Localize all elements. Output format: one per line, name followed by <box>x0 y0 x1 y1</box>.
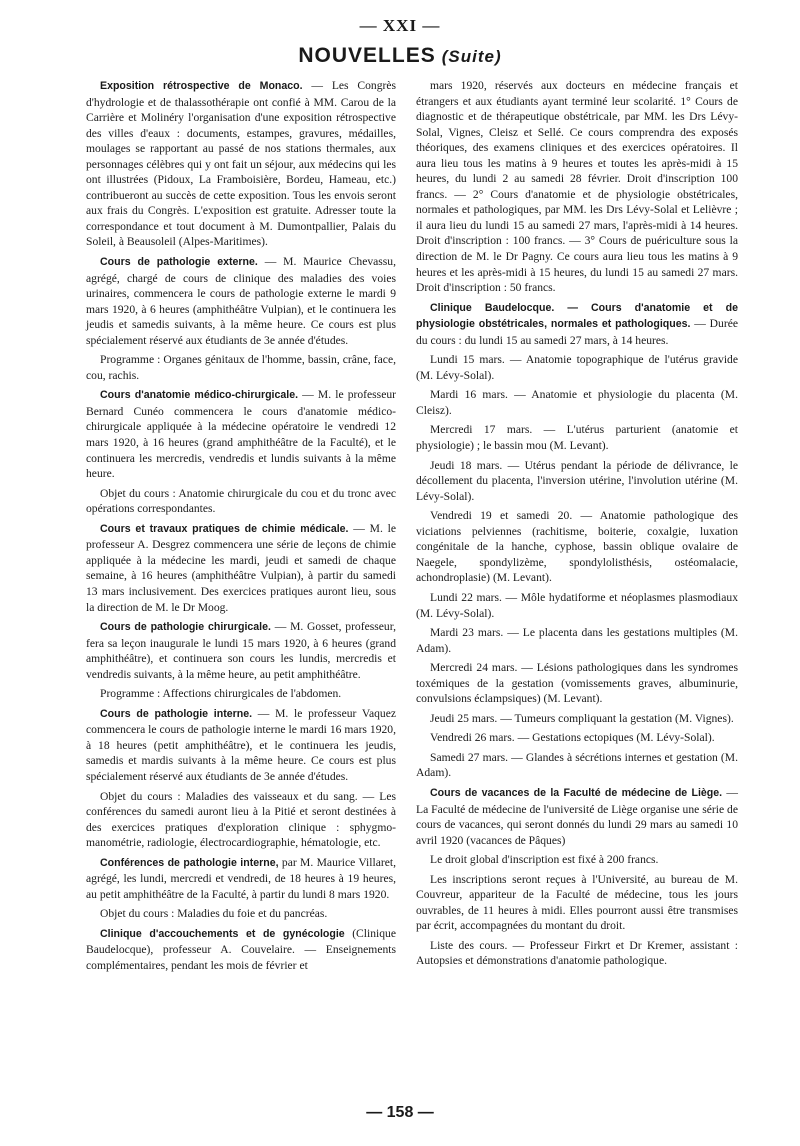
paragraph <box>416 711 738 727</box>
paragraph <box>86 387 396 481</box>
paragraph-heading: Clinique Baudelocque. — Cours d'anatomie et de physiologie obstétricales, normales et pathologiques. <box>416 301 738 331</box>
paragraph <box>416 872 738 934</box>
paragraph-text: Vendredi 19 et samedi 20. — Anatomie pathologique des viciations pelviennes (rachitisme, boiterie, coxalgie, luxation congénitale de la hanche, cyphose, bassin oblique ovalaire de Naegele, spondylizème, spondylolisthésis, ostéomalacie, achondroplasie) (M. Levant). <box>416 509 738 585</box>
paragraph-text: — M. le professeur Bernard Cunéo commencera le cours d'anatomie médico-chirurgicale appliquée à la médecine opératoire le vendredi 12 mars 1920, à 16 heures (grand amphithéâtre de la Faculté), et le continuera les mercredis, vendredis et lundis suivants à la même heure. <box>86 388 396 481</box>
paragraph <box>416 730 738 746</box>
left-column <box>86 78 396 978</box>
paragraph <box>86 521 396 615</box>
paragraph <box>86 619 396 682</box>
paragraph-heading: Clinique d'accouchements et de gynécologie <box>100 927 345 940</box>
paragraph-text: Vendredi 26 mars. — Gestations ectopiques (M. Lévy-Solal). <box>430 731 715 745</box>
paragraph <box>416 422 738 453</box>
paragraph <box>86 686 396 702</box>
paragraph-text: Lundi 22 mars. — Môle hydatiforme et néoplasmes plasmodiaux (M. Lévy-Solal). <box>416 590 738 620</box>
paragraph-text: Lundi 15 mars. — Anatomie topographique de l'utérus gravide (M. Lévy-Solal). <box>416 353 738 382</box>
paragraph <box>416 785 738 848</box>
paragraph-text: — Les Congrès d'hydrologie et de thalassothérapie ont confié à MM. Carou de la Carrière et Molinéry l'organisation d'une exposition rétrospective des villes d'eaux : documents, estampes, gravures, médailles, moulages se rapportant au passé de nos stations thermales, aux personnages célèbres qui y ont fait un séjour, aux médecins qui les ont illustrées (Pidoux, La Framboisière, Bordeu, Hameau, etc.) contribueront au succès de cette exposition. Tous les envois seront aux frais du Congrès. L'exposition est gratuite. Adresser toute la correspondance et tout document à M. Dumontpallier, Palais du Soleil, à Beausoleil (Alpes-Maritimes). <box>86 79 397 249</box>
paragraph-text: (Clinique Baudelocque), professeur A. Couvelaire. — Enseignements complémentaires, pendant les mois de février et <box>86 926 396 972</box>
paragraph-text: Objet du cours : Maladies des vaisseaux et du sang. — Les conférences du samedi auront lieu à la Pitié et seront destinées à des exercices pratiques d'exploration clinique : sphygmo-manométrie, radiologie, électrocardiographie, hématologie, etc. <box>86 789 396 850</box>
paragraph <box>416 852 738 868</box>
paragraph-text: — M. le professeur A. Desgrez commencera une série de leçons de chimie appliquée à la médecine les mardi, jeudi et samedi de chaque semaine, à 16 heures (amphithéâtre Vulpian), à partir du samedi 13 mars inclusivement. Des exercices pratiques auront lieu, sous la direction de M. le Dr Moog. <box>86 521 396 614</box>
roman-folio: — XXI — <box>359 16 441 35</box>
paragraph-text: Le droit global d'inscription est fixé à 200 francs. <box>430 853 659 867</box>
paragraph <box>416 78 738 296</box>
paragraph-heading: Cours de vacances de la Faculté de médecine de Liège. <box>430 786 723 799</box>
title-suite: (Suite) <box>441 47 502 66</box>
paragraph-text: Les inscriptions seront reçues à l'Université, au bureau de M. Couvreur, appariteur de la Faculté de médecine, tous les jours ouvrables, de 11 heures à midi. Elles pourront aussi être transmises par écrit, accompagnées du montant du droit. <box>416 872 738 933</box>
paragraph <box>416 352 738 383</box>
paragraph <box>416 458 738 505</box>
paragraph-text: Objet du cours : Anatomie chirurgicale du cou et du tronc avec opérations correspondantes. <box>86 486 396 516</box>
paragraph <box>86 78 396 250</box>
section-title <box>0 44 800 68</box>
paragraph-heading: Cours de pathologie chirurgicale. <box>100 621 271 634</box>
paragraph <box>86 855 396 903</box>
paragraph-heading: Cours et travaux pratiques de chimie médicale. <box>100 522 349 535</box>
paragraph <box>86 926 396 974</box>
paragraph-text: Liste des cours. — Professeur Firkrt et Dr Kremer, assistant : Autopsies et démonstrations d'anatomie pathologique. <box>416 938 738 968</box>
paragraph <box>86 706 396 785</box>
paragraph <box>86 254 396 348</box>
paragraph-text: Jeudi 18 mars. — Utérus pendant la période de délivrance, le décollement du placenta, l'inversion utérine, l'involution utérine (M. Lévy-Solal). <box>416 458 738 503</box>
paragraph-text: Mercredi 24 mars. — Lésions pathologiques dans les syndromes toxémiques de la gestation (vomissements graves, albuminurie, convulsions éclampsiques) (M. Levant). <box>416 661 738 706</box>
paragraph <box>416 938 738 969</box>
paragraph-heading: Exposition rétrospective de Monaco. <box>100 80 303 92</box>
paragraph <box>86 789 396 851</box>
paragraph-heading: Conférences de pathologie interne, <box>100 856 279 869</box>
paragraph-text: — La Faculté de médecine de l'université de Liège organise une série de cours de vacances, qui seront donnés du lundi 29 mars au samedi 10 avril 1920 (vacances de Pâques) <box>416 785 738 847</box>
paragraph <box>416 300 738 349</box>
paragraph-text: Mardi 23 mars. — Le placenta dans les gestations multiples (M. Adam). <box>416 626 738 655</box>
paragraph-text: par M. Maurice Villaret, agrégé, les lundi, mercredi et vendredi, de 18 heures à 19 heures, au petit amphithéâtre de la Faculté, à partir du lundi 8 mars 1920. <box>86 855 396 901</box>
paragraph-text: Samedi 27 mars. — Glandes à sécrétions internes et gestation (M. Adam). <box>416 750 738 780</box>
paragraph-text: Mercredi 17 mars. — L'utérus parturient (anatomie et physiologie) ; le bassin mou (M. Levant). <box>416 423 738 453</box>
paragraph <box>416 387 738 418</box>
paragraph-text: mars 1920, réservés aux docteurs en médecine français et étrangers et aux étudiants ayant terminé leur scolarité. 1° Cours de diagnostic et de thérapeutique obstétricale, par MM. les Drs Lévy-Solal, Vignes, Cleisz et Sellé. Ce cours comprendra des exposés théoriques, des examens cliniques et des exercices opératoires. Il aura lieu tous les matins à 9 heures et toutes les après-midi à 15 heures, du lundi 2 au samedi 28 février. Droit d'inscription 100 francs. — 2° Cours d'anatomie et de physiologie obstétricales, normales et pathologiques, par MM. les Drs Lévy-Solal et Lelièvre ; il aura lieu du lundi 15 au samedi 27 mars, l'après-midi à 14 heures. Droit d'inscription : 100 francs. — 3° Cours de puériculture sous la direction de M. le Dr Pagny. Ce cours aura lieu tous les matins à 9 heures et les après-midi à 15 heures, du lundi 15 au samedi 27 mars. Droit d'inscription : 50 francs. <box>416 79 738 295</box>
paragraph <box>86 352 396 383</box>
paragraph <box>86 906 396 922</box>
paragraph <box>86 486 396 517</box>
paragraph-text: Jeudi 25 mars. — Tumeurs compliquant la gestation (M. Vignes). <box>430 711 734 725</box>
paragraph-text: — M. Gosset, professeur, fera sa leçon inaugurale le lundi 15 mars 1920, à 6 heures (grand amphithéâtre), et continuera son cours les lundis, mercredis et vendredis suivants, à la même heure, au petit amphithéâtre. <box>86 620 396 681</box>
paragraph-text: — M. Maurice Chevassu, agrégé, chargé de cours de clinique des maladies des voies urinaires, commencera le cours de pathologie externe le mardi 9 mars 1920, à 6 heures (amphithéâtre Vulpian), et le continuera les jeudis et samedis suivants, à la même heure. Ce cours est plus spécialement réservé aux étudiants de 3e année d'études. <box>86 255 396 347</box>
paragraph <box>416 590 738 621</box>
paragraph <box>416 660 738 707</box>
paragraph-heading: Cours de pathologie externe. <box>100 256 258 269</box>
paragraph-heading: Cours d'anatomie médico-chirurgicale. <box>100 389 299 402</box>
paragraph <box>416 750 738 781</box>
paragraph <box>416 508 738 586</box>
paragraph-text: Objet du cours : Maladies du foie et du pancréas. <box>100 907 328 921</box>
right-column <box>416 78 738 973</box>
paragraph-text: Programme : Affections chirurgicales de l'abdomen. <box>100 687 342 701</box>
paragraph <box>416 625 738 656</box>
page-number: — 158 — <box>366 1104 434 1121</box>
paragraph-text: Mardi 16 mars. — Anatomie et physiologie du placenta (M. Cleisz). <box>416 388 738 417</box>
title-main: NOUVELLES <box>298 44 436 67</box>
paragraph-heading: Cours de pathologie interne. <box>100 707 253 720</box>
paragraph-text: — Durée du cours : du lundi 15 au samedi 27 mars, à 14 heures. <box>416 317 738 347</box>
paragraph-text: — M. le professeur Vaquez commencera le cours de pathologie interne le mardi 16 mars 1920, à 18 heures (petit amphithéâtre), et le continuera les jeudis, samedis et mardis suivants à la même heure. Ce cours est plus spécialement réservé aux étudiants de 3e année d'études. <box>86 706 396 783</box>
paragraph-text: Programme : Organes génitaux de l'homme, bassin, crâne, face, cou, rachis. <box>86 353 396 382</box>
